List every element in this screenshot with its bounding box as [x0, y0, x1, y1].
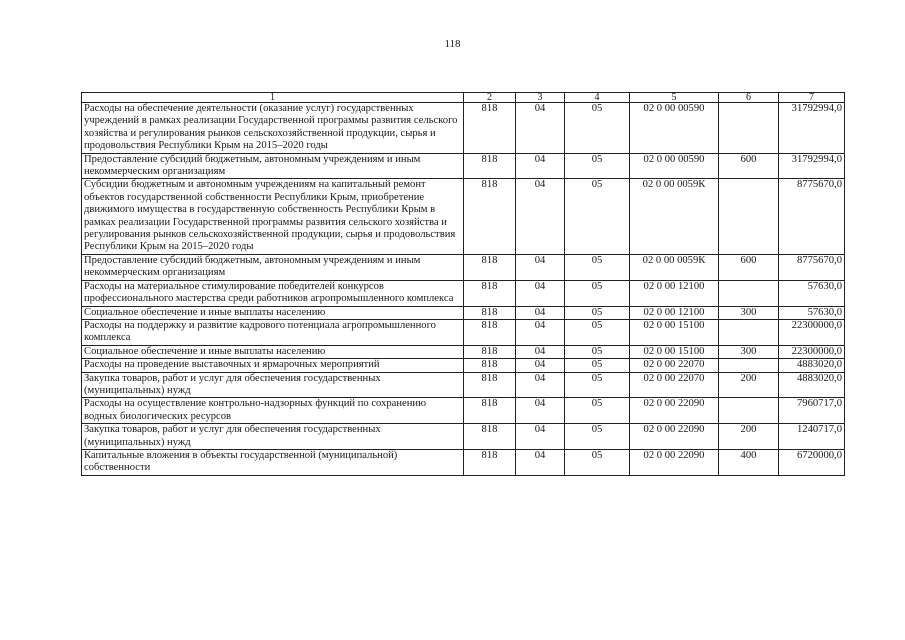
row-section-code: 04: [516, 424, 565, 450]
row-ministry-code: 818: [464, 449, 516, 475]
row-target-article: 02 0 00 00590: [630, 103, 719, 154]
row-ministry-code: 818: [464, 179, 516, 254]
row-expense-type: 300: [719, 345, 779, 358]
row-amount: 1240717,0: [779, 424, 845, 450]
row-target-article: 02 0 00 0059К: [630, 179, 719, 254]
row-expense-type: [719, 359, 779, 372]
budget-table: [81, 92, 845, 476]
row-section-code: 04: [516, 398, 565, 424]
row-section-code: 04: [516, 179, 565, 254]
table-body: [82, 103, 845, 476]
row-amount: 8775670,0: [779, 254, 845, 280]
row-target-article: 02 0 00 00590: [630, 153, 719, 179]
row-subsection-code: 05: [565, 424, 630, 450]
row-target-article: 02 0 00 12100: [630, 306, 719, 319]
row-subsection-code: 05: [565, 306, 630, 319]
row-ministry-code: 818: [464, 372, 516, 398]
row-ministry-code: 818: [464, 359, 516, 372]
row-name: Закупка товаров, работ и услуг для обеспечения государственных (муниципальных) нужд: [82, 372, 464, 398]
row-amount: 31792994,0: [779, 153, 845, 179]
row-section-code: 04: [516, 254, 565, 280]
row-expense-type: 200: [719, 372, 779, 398]
row-section-code: 04: [516, 372, 565, 398]
row-section-code: 04: [516, 345, 565, 358]
row-ministry-code: 818: [464, 398, 516, 424]
row-target-article: 02 0 00 15100: [630, 345, 719, 358]
row-subsection-code: 05: [565, 179, 630, 254]
row-section-code: 04: [516, 280, 565, 306]
row-name: Расходы на материальное стимулирование победителей конкурсов профессионального мастерства среди работников агропромышленного комплекса: [82, 280, 464, 306]
table-row: [82, 280, 845, 306]
row-expense-type: 600: [719, 254, 779, 280]
row-subsection-code: 05: [565, 254, 630, 280]
row-amount: 57630,0: [779, 280, 845, 306]
row-target-article: 02 0 00 22090: [630, 449, 719, 475]
row-subsection-code: 05: [565, 398, 630, 424]
row-name: Субсидии бюджетным и автономным учреждениям на капитальный ремонт объектов государственной собственности Республики Крым, приобретение движимого имущества в государственную собственность Республики Крым в рамках реализации Государственной программы развития сельского хозяйства и регулирования рынков сельскохозяйственной продукции, сырья и продовольствия Республики Крым на 2015–2020 годы: [82, 179, 464, 254]
row-expense-type: 200: [719, 424, 779, 450]
row-expense-type: 600: [719, 153, 779, 179]
row-name: Предоставление субсидий бюджетным, автономным учреждениям и иным некоммерческим организациям: [82, 153, 464, 179]
row-section-code: 04: [516, 306, 565, 319]
row-subsection-code: 05: [565, 319, 630, 345]
page-number: 118: [444, 38, 461, 50]
row-name: Социальное обеспечение и иные выплаты населению: [82, 345, 464, 358]
row-ministry-code: 818: [464, 424, 516, 450]
row-name: Расходы на осуществление контрольно-надзорных функций по сохранению водных биологических ресурсов: [82, 398, 464, 424]
row-name: Социальное обеспечение и иные выплаты населению: [82, 306, 464, 319]
row-ministry-code: 818: [464, 280, 516, 306]
header-col-6: 6: [719, 93, 779, 103]
row-expense-type: [719, 319, 779, 345]
row-ministry-code: 818: [464, 306, 516, 319]
row-ministry-code: 818: [464, 345, 516, 358]
row-expense-type: [719, 103, 779, 154]
row-expense-type: [719, 179, 779, 254]
table-row: [82, 449, 845, 475]
row-amount: 31792994,0: [779, 103, 845, 154]
row-amount: 22300000,0: [779, 345, 845, 358]
row-amount: 57630,0: [779, 306, 845, 319]
row-amount: 7960717,0: [779, 398, 845, 424]
row-amount: 6720000,0: [779, 449, 845, 475]
row-subsection-code: 05: [565, 449, 630, 475]
table-row: [82, 103, 845, 154]
table-row: [82, 372, 845, 398]
row-amount: 22300000,0: [779, 319, 845, 345]
row-target-article: 02 0 00 22090: [630, 398, 719, 424]
row-expense-type: [719, 280, 779, 306]
row-target-article: 02 0 00 15100: [630, 319, 719, 345]
row-ministry-code: 818: [464, 254, 516, 280]
row-section-code: 04: [516, 449, 565, 475]
row-section-code: 04: [516, 319, 565, 345]
row-expense-type: 400: [719, 449, 779, 475]
row-name: Расходы на обеспечение деятельности (оказание услуг) государственных учреждений в рамках реализации Государственной программы развития сельского хозяйства и регулирования рынков сельскохозяйственной продукции, сырья и продовольствия Республики Крым на 2015–2020 годы: [82, 103, 464, 154]
table-row: [82, 359, 845, 372]
row-subsection-code: 05: [565, 153, 630, 179]
table-row: [82, 254, 845, 280]
row-name: Закупка товаров, работ и услуг для обеспечения государственных (муниципальных) нужд: [82, 424, 464, 450]
header-col-2: 2: [464, 93, 516, 103]
row-name: Предоставление субсидий бюджетным, автономным учреждениям и иным некоммерческим организациям: [82, 254, 464, 280]
row-ministry-code: 818: [464, 153, 516, 179]
row-name: Расходы на проведение выставочных и ярмарочных мероприятий: [82, 359, 464, 372]
table-row: [82, 398, 845, 424]
header-col-1: 1: [82, 93, 464, 103]
row-expense-type: 300: [719, 306, 779, 319]
row-target-article: 02 0 00 22070: [630, 359, 719, 372]
row-ministry-code: 818: [464, 319, 516, 345]
row-section-code: 04: [516, 103, 565, 154]
table-row: [82, 424, 845, 450]
row-subsection-code: 05: [565, 103, 630, 154]
row-target-article: 02 0 00 12100: [630, 280, 719, 306]
row-target-article: 02 0 00 22090: [630, 424, 719, 450]
row-subsection-code: 05: [565, 345, 630, 358]
row-subsection-code: 05: [565, 280, 630, 306]
header-col-3: 3: [516, 93, 565, 103]
header-col-4: 4: [565, 93, 630, 103]
header-row: [82, 93, 845, 103]
table-row: [82, 345, 845, 358]
row-name: Расходы на поддержку и развитие кадрового потенциала агропромышленного комплекса: [82, 319, 464, 345]
row-subsection-code: 05: [565, 372, 630, 398]
row-amount: 4883020,0: [779, 372, 845, 398]
row-target-article: 02 0 00 22070: [630, 372, 719, 398]
header-col-7: 7: [779, 93, 845, 103]
row-subsection-code: 05: [565, 359, 630, 372]
table-row: [82, 319, 845, 345]
header-col-5: 5: [630, 93, 719, 103]
row-section-code: 04: [516, 153, 565, 179]
table-row: [82, 306, 845, 319]
row-amount: 4883020,0: [779, 359, 845, 372]
row-name: Капитальные вложения в объекты государственной (муниципальной) собственности: [82, 449, 464, 475]
table-row: [82, 179, 845, 254]
row-expense-type: [719, 398, 779, 424]
table-row: [82, 153, 845, 179]
row-target-article: 02 0 00 0059К: [630, 254, 719, 280]
row-section-code: 04: [516, 359, 565, 372]
row-ministry-code: 818: [464, 103, 516, 154]
row-amount: 8775670,0: [779, 179, 845, 254]
